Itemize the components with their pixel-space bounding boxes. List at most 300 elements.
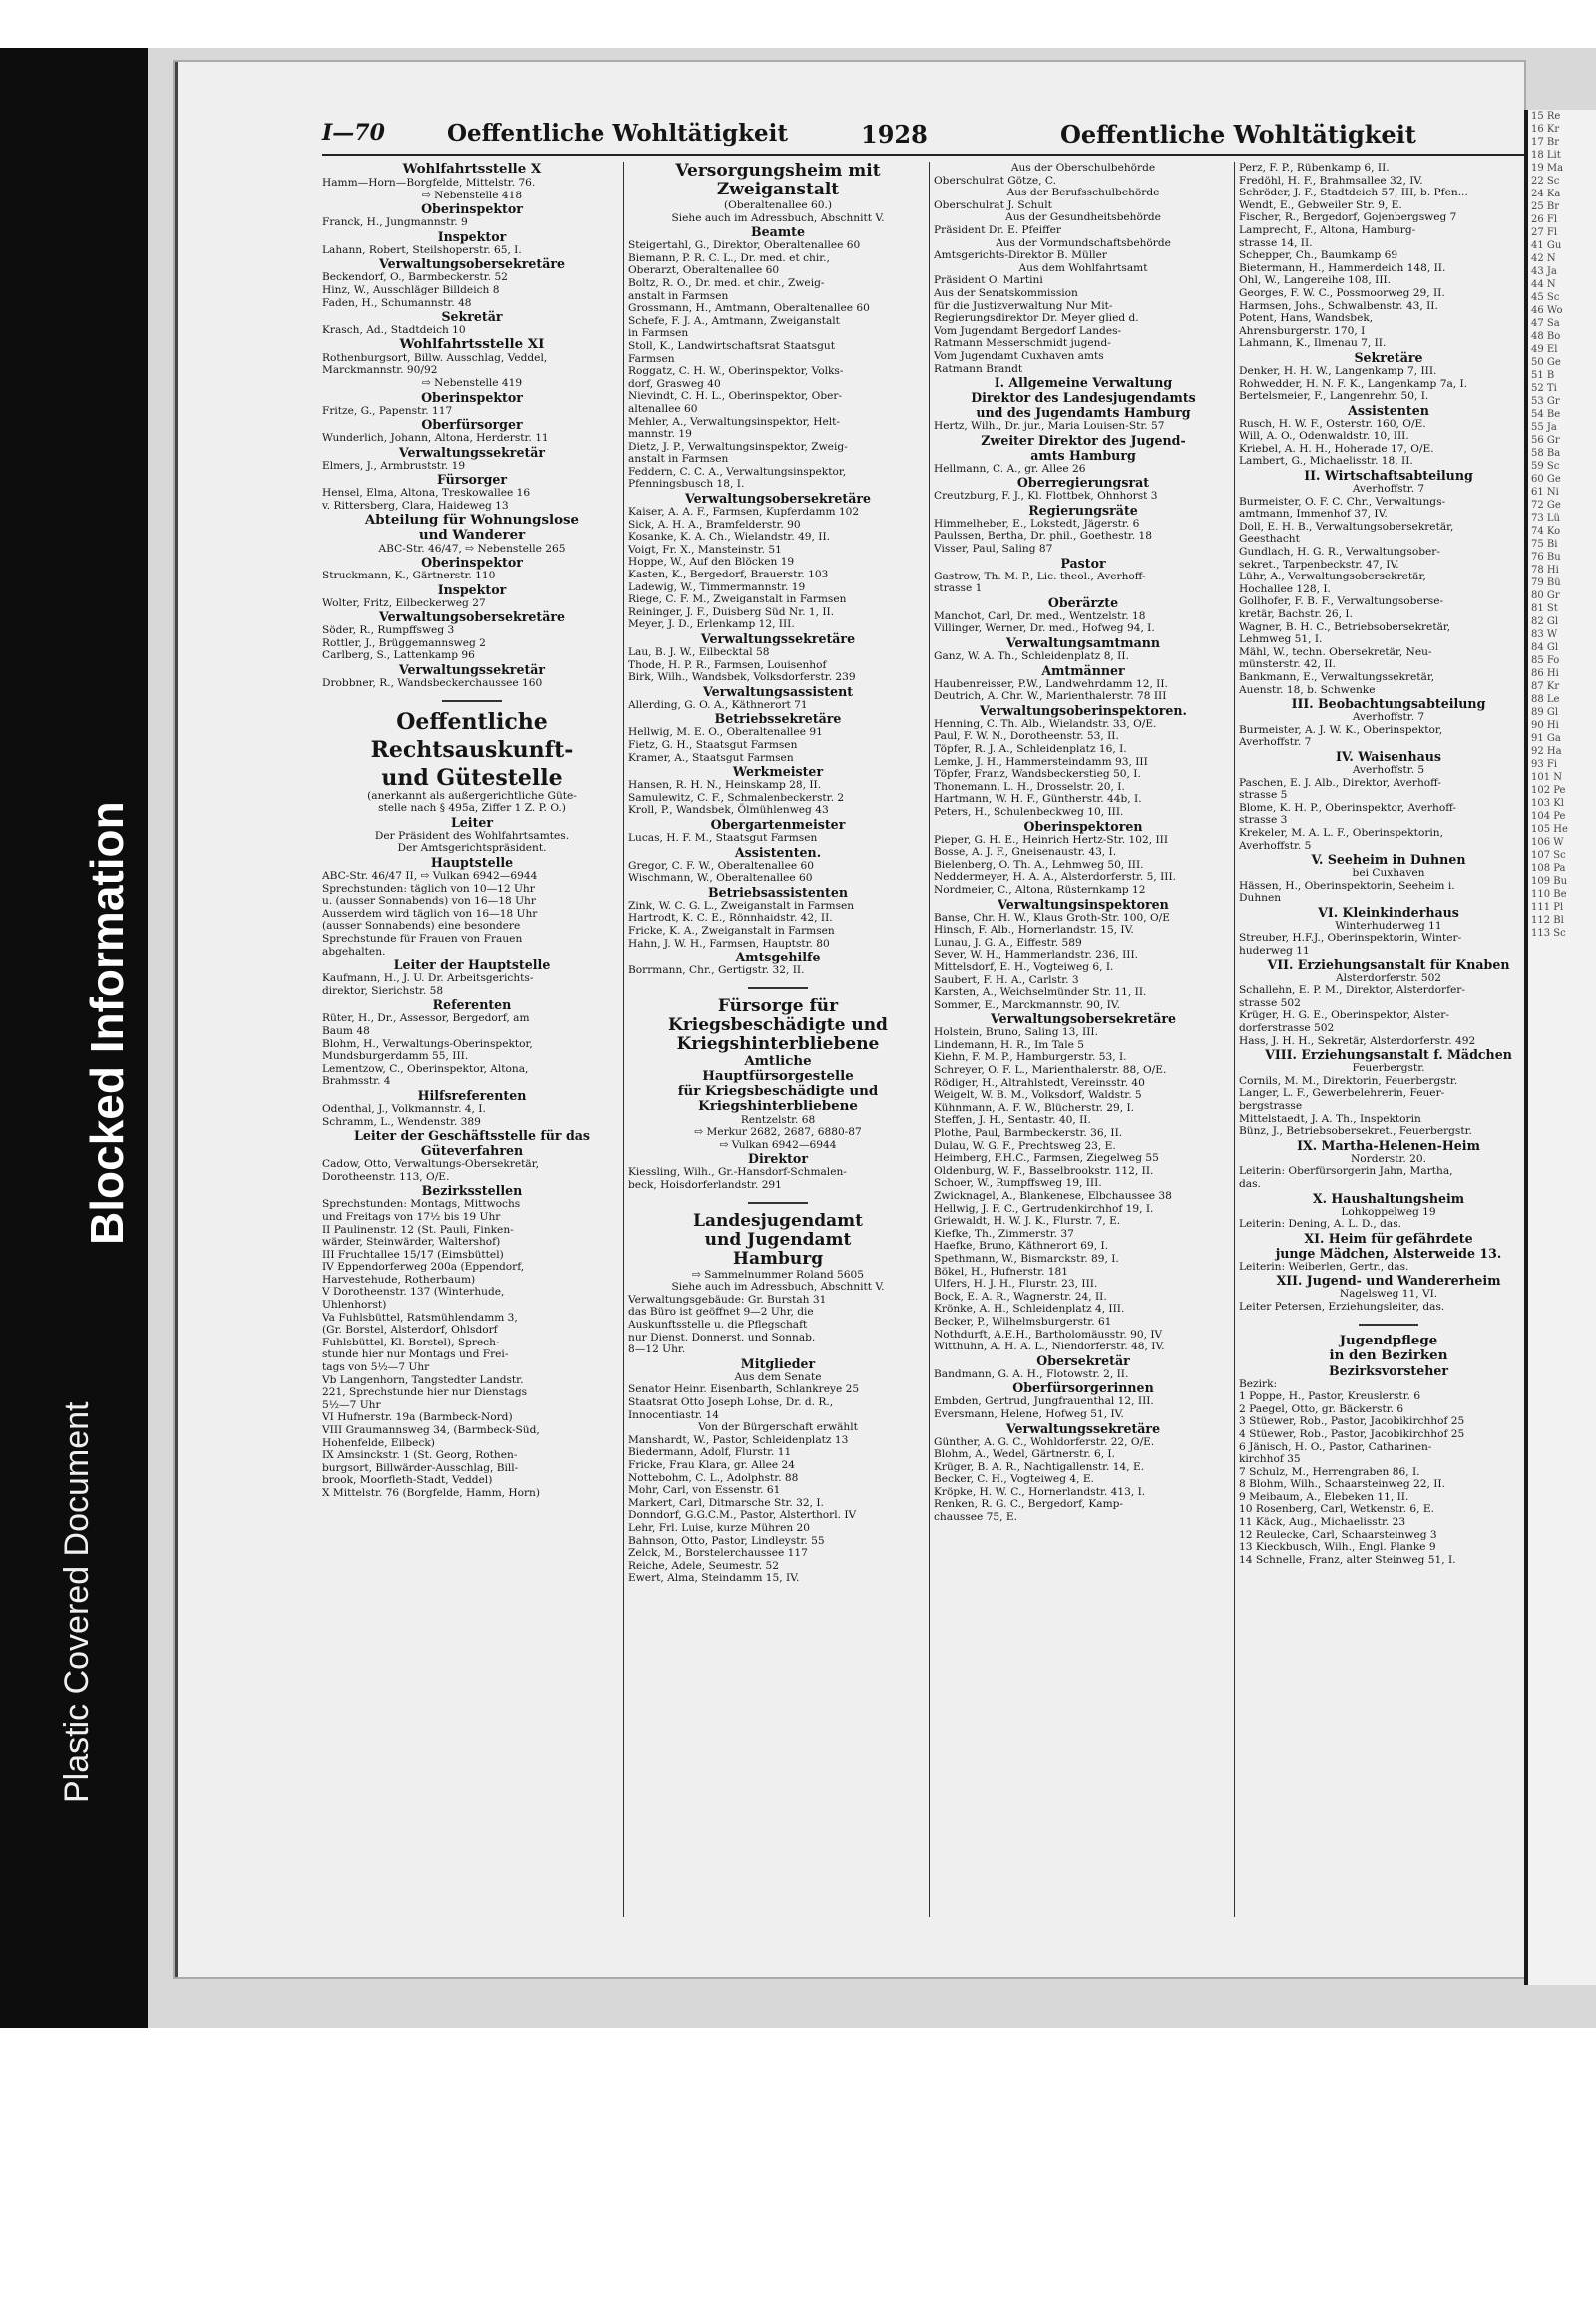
entry-line: Kiessling, Wilh., Gr.-Hansdorf-Schmalen- (628, 1166, 847, 1179)
entry-line: 9 Meibaum, A., Elebeken 11, II. (1239, 1490, 1409, 1503)
entry-line: Bielenberg, O. Th. A., Lehmweg 50, III. (934, 858, 1144, 871)
heading-line: Aus dem Wohlfahrtsamt (1018, 261, 1148, 274)
strip-line: 102 Pe (1531, 785, 1566, 796)
heading-line: und Wanderer (418, 526, 526, 543)
entry-line: 7 Schulz, M., Herrengraben 86, I. (1239, 1465, 1420, 1478)
entry-line: kirchhof 35 (1239, 1453, 1301, 1466)
document-page (175, 62, 1524, 1977)
heading-line: Winterhuderweg 11 (1335, 919, 1442, 932)
entry-line: Schepper, Ch., Baumkamp 69 (1239, 249, 1398, 262)
heading-line: Oeffentliche (396, 708, 548, 735)
entry-line: Kühnmann, A. F. W., Blücherstr. 29, I. (934, 1101, 1135, 1114)
entry-line: IV Eppendorferweg 200a (Eppendorf, (322, 1261, 525, 1274)
strip-line: 26 Fl (1531, 214, 1558, 225)
entry-line: Deutrich, A. Chr. W., Marienthalerstr. 78 III (934, 690, 1167, 703)
entry-line: VIII Graumannsweg 34, (Barmbeck-Süd, (322, 1424, 540, 1436)
heading-line: Güteverfahren (420, 1143, 524, 1159)
entry-line: Spethmann, W., Bismarckstr. 89, I. (934, 1252, 1119, 1265)
heading-line: Amtmänner (1041, 662, 1125, 678)
entry-line: Gundlach, H. G. R., Verwaltungsober- (1239, 546, 1440, 559)
heading-line: Oberfürsorgerinnen (1012, 1380, 1154, 1396)
heading-line: VIII. Erziehungsanstalt f. Mädchen (1265, 1047, 1512, 1063)
header-left-title: Oeffentliche Wohltätigkeit (447, 120, 789, 147)
entry-line: Vom Jugendamt Bergedorf Landes- (934, 324, 1122, 337)
entry-line: Kiefke, Th., Zimmerstr. 37 (934, 1227, 1074, 1240)
strip-line: 53 Gr (1531, 396, 1560, 407)
entry-line: Thonemann, L. H., Drosselstr. 20, I. (934, 780, 1125, 793)
entry-line: Kriebel, A. H. H., Hoherade 17, O/E. (1239, 442, 1434, 455)
strip-line: 79 Bü (1531, 577, 1561, 588)
entry-line: Karsten, A., Weichselmünder Str. 11, II. (934, 986, 1147, 999)
entry-line: Hellwig, J. F. C., Gertrudenkirchhof 19, I. (934, 1202, 1154, 1215)
strip-line: 111 Pl (1531, 902, 1564, 913)
strip-line: 43 Ja (1531, 266, 1557, 277)
entry-line: ABC-Str. 46/47 II, ⇨ Vulkan 6942—6944 (322, 870, 538, 883)
strip-line: 49 El (1531, 344, 1558, 355)
heading-line: Verwaltungsobersekretäre (684, 491, 872, 507)
heading-line: Kriegsbeschädigte und (668, 1014, 888, 1035)
heading-line: III. Beobachtungsabteilung (1291, 696, 1486, 712)
entry-line: Mittelstaedt, J. A. Th., Inspektorin (1239, 1112, 1421, 1125)
heading-line: Oberfürsorger (421, 417, 523, 433)
entry-line: Bökel, H., Hufnerstr. 181 (934, 1265, 1069, 1278)
strip-line: 107 Sc (1531, 850, 1566, 861)
entry-line: Mundsburgerdamm 55, III. (322, 1050, 469, 1063)
entry-line: Wischmann, W., Oberaltenallee 60 (628, 872, 813, 885)
heading-line: Hamburg (732, 1248, 824, 1269)
text-column-4 (1239, 162, 1538, 1566)
entry-line: Krönke, A. H., Schleidenplatz 4, III. (934, 1303, 1125, 1316)
entry-line: Wagner, B. H. C., Betriebsobersekretär, (1239, 620, 1451, 633)
entry-line: Schreyer, O. F. L., Marienthalerstr. 88, O/E. (934, 1064, 1167, 1077)
heading-line: Pastor (1060, 555, 1106, 571)
entry-line: Nothdurft, A.E.H., Bartholomäusstr. 90, IV (934, 1328, 1163, 1341)
entry-line: Stoll, K., Landwirtschaftsrat Staatsgut (628, 339, 835, 352)
entry-line: Hässen, H., Oberinspektorin, Seeheim i. (1239, 879, 1455, 892)
entry-line: Burmeister, A. J. W. K., Oberinspektor, (1239, 723, 1443, 736)
entry-line: Rusch, H. W. F., Osterstr. 160, O/E. (1239, 417, 1426, 430)
entry-line: IX Amsinckstr. 1 (St. Georg, Rothen- (322, 1449, 518, 1462)
entry-line: Schoer, W., Rumpffsweg 19, III. (934, 1177, 1102, 1190)
entry-line: Ladewig, W., Timmermannstr. 19 (628, 580, 806, 593)
entry-line: 13 Kieckbusch, Wilh., Engl. Planke 9 (1239, 1541, 1436, 1554)
entry-line: Ulfers, H. J. H., Flurstr. 23, III. (934, 1278, 1098, 1291)
heading-line: Beamte (751, 224, 805, 240)
entry-line: Doll, E. H. B., Verwaltungsobersekretär, (1239, 520, 1454, 533)
entry-line: Meyer, J. D., Erlenkamp 12, III. (628, 618, 795, 631)
heading-line: Norderstr. 20. (1350, 1152, 1426, 1165)
strip-line: 80 Gr (1531, 590, 1560, 601)
entry-line: Fredöhl, H. F., Brahmsallee 32, IV. (1239, 174, 1423, 187)
entry-line: Harvestehude, Rotherbaum) (322, 1273, 476, 1286)
entry-line: Hochallee 128, I. (1239, 582, 1331, 595)
heading-line: Der Präsident des Wohlfahrtsamtes. (374, 829, 570, 842)
entry-line: (ausser Sonnabends) eine besondere (322, 920, 521, 933)
entry-line: Georges, F. W. C., Possmoorweg 29, II. (1239, 286, 1445, 299)
strip-line: 110 Be (1531, 889, 1567, 900)
heading-line: Kriegshinterbliebene (698, 1097, 858, 1114)
heading-line: Amtliche (744, 1052, 812, 1069)
entry-line: Borrmann, Chr., Gertigstr. 32, II. (628, 964, 805, 977)
entry-line: Rothenburgsort, Billw. Ausschlag, Veddel, (322, 351, 548, 364)
heading-line: Oberinspektor (421, 201, 523, 217)
strip-line: 50 Ge (1531, 357, 1561, 368)
entry-line: Mähl, W., techn. Obersekretär, Neu- (1239, 645, 1432, 658)
entry-line: direktor, Sierichstr. 58 (322, 984, 444, 997)
entry-line: Odenthal, J., Volkmannstr. 4, I. (322, 1102, 486, 1115)
entry-line: amtmann, Immenhof 37, IV. (1239, 508, 1388, 521)
entry-line: Lucas, H. F. M., Staatsgut Farmsen (628, 831, 818, 844)
entry-line: für die Justizverwaltung Nur Mit- (934, 299, 1113, 312)
entry-line: Krüger, B. A. R., Nachtigallenstr. 14, E. (934, 1460, 1145, 1473)
strip-line: 75 Bi (1531, 539, 1558, 550)
entry-line: Steigertahl, G., Direktor, Oberaltenallee 60 (628, 239, 861, 252)
heading-line: Rechtsauskunft- (370, 736, 574, 763)
strip-line: 46 Wo (1531, 305, 1563, 316)
entry-line: Cornils, M. M., Direktorin, Feuerbergstr. (1239, 1074, 1458, 1087)
strip-line: 89 Gl (1531, 707, 1559, 718)
strip-line: 47 Sa (1531, 318, 1560, 329)
strip-line: 27 Fl (1531, 227, 1558, 238)
heading-line: Regierungsräte (1028, 502, 1138, 518)
entry-line: Ohl, W., Langereihe 108, III. (1239, 274, 1392, 287)
heading-line: Oberregierungsrat (1016, 475, 1150, 491)
heading-line: Bezirksvorsteher (1328, 1362, 1449, 1378)
entry-line: Hohenfelde, Eilbeck) (322, 1436, 435, 1449)
label-plastic-covered: Plastic Covered Document (58, 1401, 96, 1803)
heading-line: Mitglieder (740, 1355, 816, 1371)
entry-line: Ratmann Messerschmidt jugend- (934, 337, 1111, 350)
heading-line: junge Mädchen, Alsterweide 13. (1275, 1245, 1502, 1261)
entry-line: Zink, W. C. G. L., Zweiganstalt in Farmsen (628, 899, 855, 912)
heading-line: stelle nach § 495a, Ziffer 1 Z. P. O.) (378, 802, 566, 815)
entry-line: Franck, H., Jungmannstr. 9 (322, 216, 468, 229)
page-number: I—70 (322, 120, 385, 146)
entry-line: Zelck, M., Borstelerchaussee 117 (628, 1547, 808, 1560)
entry-line: Kramer, A., Staatsgut Farmsen (628, 751, 794, 764)
heading-line: Fürsorger (436, 472, 508, 488)
header-right-title: Oeffentliche Wohltätigkeit (1060, 120, 1416, 149)
heading-line: VII. Erziehungsanstalt für Knaben (1267, 957, 1510, 972)
entry-line: Leiter Petersen, Erziehungsleiter, das. (1239, 1300, 1445, 1313)
entry-line: Krasch, Ad., Stadtdeich 10 (322, 324, 466, 337)
heading-line: Aus der Vormundschaftsbehörde (996, 236, 1171, 249)
entry-line: Senator Heinr. Eisenbarth, Schlankreye 25 (628, 1383, 860, 1396)
strip-line: 18 Lit (1531, 150, 1561, 161)
heading-line: Oberinspektor (421, 389, 523, 405)
entry-line: beck, Hoisdorferlandstr. 291 (628, 1179, 782, 1192)
strip-line: 87 Kr (1531, 681, 1560, 692)
strip-line: 54 Be (1531, 409, 1561, 420)
heading-line: Verwaltungsamtmann (1005, 635, 1161, 651)
entry-line: altenallee 60 (628, 402, 698, 415)
entry-line: III Fruchtallee 15/17 (Eimsbüttel) (322, 1248, 504, 1261)
strip-line: 22 Sc (1531, 176, 1560, 187)
heading-line: für Kriegsbeschädigte und (677, 1082, 879, 1099)
strip-line: 101 N (1531, 772, 1563, 783)
entry-line: Lambert, G., Michaelisstr. 18, II. (1239, 455, 1413, 468)
strip-line: 24 Ka (1531, 189, 1561, 199)
section-rule (1359, 1324, 1418, 1326)
entry-line: Ahrensburgerstr. 170, I (1239, 324, 1366, 337)
entry-line: Schramm, L., Wendenstr. 389 (322, 1115, 481, 1128)
entry-line: Söder, R., Rumpffsweg 3 (322, 624, 455, 637)
heading-line: Alsterdorferstr. 502 (1335, 971, 1442, 984)
heading-line: Direktor des Landesjugendamts (971, 390, 1196, 406)
entry-line: Präsident Dr. E. Pfeiffer (934, 223, 1061, 236)
entry-line: Burmeister, O. F. C. Chr., Verwaltungs- (1239, 495, 1446, 508)
entry-line: Ewert, Alma, Steindamm 15, IV. (628, 1572, 800, 1585)
heading-line: Landesjugendamt (693, 1210, 863, 1231)
label-blocked-information: Blocked Information (81, 801, 133, 1245)
heading-line: Betriebsassistenten (708, 884, 848, 900)
entry-line: Lahmann, K., Ilmenau 7, II. (1239, 337, 1387, 350)
entry-line: Ausserdem wird täglich von 16—18 Uhr (322, 907, 538, 920)
heading-line: Oberärzte (1047, 594, 1119, 610)
strip-line: 82 Gl (1531, 616, 1559, 627)
entry-line: Sommer, E., Marckmannstr. 90, IV. (934, 998, 1120, 1011)
entry-line: Hertz, Wilh., Dr. jur., Maria Louisen-Str. 57 (934, 420, 1165, 433)
heading-line: Siehe auch im Adressbuch, Abschnitt V. (671, 1281, 885, 1294)
entry-line: Carlberg, S., Lattenkamp 96 (322, 649, 475, 662)
heading-line: Verwaltungssekretäre (700, 631, 856, 646)
entry-line: Eversmann, Helene, Hofweg 51, IV. (934, 1407, 1124, 1420)
strip-line: 105 He (1531, 824, 1568, 835)
entry-line: burgsort, Billwärder-Ausschlag, Bill- (322, 1461, 519, 1474)
strip-line: 19 Ma (1531, 163, 1564, 174)
entry-line: Bandmann, G. A. H., Flotowstr. 2, II. (934, 1367, 1129, 1380)
entry-line: Grossmann, H., Amtmann, Oberaltenallee 60 (628, 302, 870, 315)
heading-line: Verwaltungssekretär (398, 444, 546, 460)
entry-line: Dulau, W. G. F., Prechtsweg 23, E. (934, 1139, 1116, 1152)
entry-line: 5½—7 Uhr (322, 1398, 381, 1411)
entry-line: Rödiger, H., Altrahlstedt, Vereinsstr. 40 (934, 1076, 1145, 1089)
strip-line: 106 W (1531, 837, 1564, 848)
entry-line: Lindemann, H. R., Im Tale 5 (934, 1038, 1085, 1051)
entry-line: VI Hufnerstr. 19a (Barmbeck-Nord) (322, 1411, 513, 1424)
header-year: 1928 (861, 120, 928, 149)
heading-line: Lohkoppelweg 19 (1341, 1205, 1436, 1218)
heading-line: Verwaltungsinspektoren (998, 896, 1169, 912)
entry-line: stunde hier nur Montags und Frei- (322, 1348, 509, 1361)
heading-line: Oberinspektor (421, 555, 523, 571)
entry-line: Visser, Paul, Saling 87 (934, 543, 1053, 556)
strip-line: 58 Ba (1531, 448, 1561, 459)
entry-line: strasse 14, II. (1239, 236, 1313, 249)
strip-line: 74 Ko (1531, 526, 1561, 537)
entry-line: 14 Schnelle, Franz, alter Steinweg 51, I. (1239, 1553, 1456, 1566)
entry-line: Kosanke, K. A. Ch., Wielandstr. 49, II. (628, 531, 831, 544)
strip-line: 85 Fo (1531, 655, 1560, 666)
entry-line: Lau, B. J. W., Eilbecktal 58 (628, 646, 770, 658)
entry-line: Schefe, F. J. A., Amtmann, Zweiganstalt (628, 314, 840, 327)
entry-line: tags von 5½—7 Uhr (322, 1361, 430, 1374)
entry-line: Aus der Senatskommission (934, 286, 1078, 299)
column-divider (929, 162, 930, 1917)
entry-line: Witthuhn, A. H. A. L., Niendorferstr. 48, IV. (934, 1341, 1165, 1353)
entry-line: Blome, K. H. P., Oberinspektor, Averhoff- (1239, 801, 1456, 814)
entry-line: Hansen, R. H. N., Heinskamp 28, II. (628, 779, 822, 792)
entry-line: Villinger, Werner, Dr. med., Hofweg 94, I. (934, 622, 1155, 635)
entry-line: Reininger, J. F., Duisberg Süd Nr. 1, II. (628, 605, 835, 618)
heading-line: Aus der Oberschulbehörde (1010, 162, 1156, 174)
entry-line: Birk, Wilh., Wandsbek, Volksdorferstr. 239 (628, 671, 856, 684)
entry-line: Sprechstunde für Frauen von Frauen (322, 933, 523, 945)
entry-line: Fietz, G. H., Staatsgut Farmsen (628, 738, 798, 751)
heading-line: ABC-Str. 46/47, ⇨ Nebenstelle 265 (378, 542, 566, 555)
strip-line: 45 Sc (1531, 292, 1560, 303)
entry-line: Rüter, H., Dr., Assessor, Bergedorf, am (322, 1012, 530, 1025)
section-rule (748, 1202, 808, 1204)
entry-line: Bankmann, E., Verwaltungssekretär, (1239, 670, 1435, 683)
heading-line: Inspektor (437, 581, 507, 597)
entry-line: Vom Jugendamt Cuxhaven amts (934, 349, 1104, 362)
entry-line: Lementzow, C., Oberinspektor, Altona, (322, 1062, 529, 1075)
entry-line: Kroll, P., Wandsbek, Ölmühlenweg 43 (628, 804, 829, 817)
entry-line: 3 Stüewer, Rob., Pastor, Jacobikirchhof 25 (1239, 1415, 1465, 1428)
heading-line: Verwaltungsassistent (702, 683, 854, 699)
entry-line: Renken, R. G. C., Bergedorf, Kamp- (934, 1498, 1123, 1511)
strip-line: 56 Gr (1531, 435, 1560, 446)
entry-line: Hinsch, F. Alb., Hornerlandstr. 15, IV. (934, 924, 1134, 937)
entry-line: Perz, F. P., Rübenkamp 6, II. (1239, 162, 1390, 174)
entry-line: Peters, H., Schulenbeckweg 10, III. (934, 805, 1124, 818)
heading-line: Aus dem Senate (734, 1370, 822, 1383)
heading-line: Verwaltungsobersekretäre (990, 1011, 1177, 1027)
entry-line: Krüger, H. G. E., Oberinspektor, Alster- (1239, 1009, 1449, 1022)
strip-line: 108 Pa (1531, 863, 1566, 874)
heading-line: Jugendpflege (1339, 1332, 1438, 1348)
entry-line: Günther, A. G. C., Wohldorferstr. 22, O/E. (934, 1435, 1155, 1448)
entry-line: Manshardt, W., Pastor, Schleidenplatz 13 (628, 1433, 849, 1446)
heading-line: II. Wirtschaftsabteilung (1304, 468, 1473, 484)
heading-line: Werkmeister (732, 764, 824, 780)
strip-line: 51 B (1531, 370, 1555, 381)
entry-line: Hamm—Horn—Borgfelde, Mittelstr. 76. (322, 177, 536, 189)
entry-line: Elmers, J., Armbruststr. 19 (322, 459, 466, 472)
entry-line: Hartmann, W. H. F., Güntherstr. 44b, I. (934, 793, 1142, 806)
entry-line: Duhnen (1239, 892, 1282, 905)
entry-line: Va Fuhlsbüttel, Ratsmühlendamm 3, (322, 1311, 518, 1324)
entry-line: Manchot, Carl, Dr. med., Wentzelstr. 18 (934, 609, 1146, 622)
entry-line: Markert, Carl, Ditmarsche Str. 32, I. (628, 1496, 824, 1509)
entry-line: Feddern, C. C. A., Verwaltungsinspektor, (628, 465, 847, 478)
strip-line: 83 W (1531, 629, 1558, 640)
strip-line: 84 Gl (1531, 642, 1559, 653)
entry-line: Krekeler, M. A. L. F., Oberinspektorin, (1239, 826, 1443, 839)
entry-line: Verwaltungsgebäude: Gr. Burstah 31 (628, 1293, 827, 1306)
entry-line: 11 Käck, Aug., Michaelisstr. 23 (1239, 1516, 1406, 1529)
entry-line: Samulewitz, C. F., Schmalenbeckerstr. 2 (628, 791, 845, 804)
entry-line: Allerding, G. O. A., Käthnerort 71 (628, 698, 808, 711)
entry-line: Blohm, A., Wedel, Gärtnerstr. 6, I. (934, 1448, 1115, 1461)
entry-line: Nottebohm, C. L., Adolphstr. 88 (628, 1471, 799, 1484)
entry-line: Farmsen (628, 352, 675, 365)
entry-line: das Büro ist geöffnet 9—2 Uhr, die (628, 1306, 814, 1319)
entry-line: strasse 1 (934, 582, 983, 595)
entry-line: Baum 48 (322, 1024, 370, 1037)
entry-line: Reiche, Adele, Seumestr. 52 (628, 1559, 779, 1572)
entry-line: Holstein, Bruno, Saling 13, III. (934, 1026, 1098, 1039)
entry-line: Mittelsdorf, E. H., Vogteiweg 6, I. (934, 960, 1114, 973)
entry-line: Töpfer, R. J. A., Schleidenplatz 16, I. (934, 743, 1127, 755)
heading-line: Assistenten (1348, 402, 1429, 418)
entry-line: Lunau, J. G. A., Eiffestr. 589 (934, 936, 1082, 949)
entry-line: Fritze, G., Papenstr. 117 (322, 404, 453, 417)
entry-line: Lehr, Frl. Luise, kurze Mühren 20 (628, 1521, 811, 1534)
strip-line: 16 Kr (1531, 124, 1560, 135)
entry-line: Steffen, J. H., Sentastr. 40, II. (934, 1114, 1091, 1127)
entry-line: Sprechstunden: täglich von 10—12 Uhr (322, 882, 535, 895)
heading-line: ⇨ Vulkan 6942—6944 (719, 1138, 837, 1151)
heading-line: Inspektor (437, 228, 507, 244)
heading-line: Von der Bürgerschaft erwählt (698, 1421, 858, 1434)
strip-line: 92 Ha (1531, 746, 1562, 757)
entry-line: Lehmweg 51, I. (1239, 633, 1323, 646)
entry-line: Haubenreisser, P.W., Landwehrdamm 12, II. (934, 677, 1168, 690)
entry-line: 221, Sprechstunde hier nur Dienstags (322, 1386, 528, 1399)
strip-line: 78 Hi (1531, 565, 1559, 576)
entry-line: bergstrasse (1239, 1100, 1303, 1112)
heading-line: Averhoffstr. 5 (1352, 763, 1425, 776)
entry-line: Fischer, R., Bergedorf, Gojenbergsweg 7 (1239, 211, 1457, 224)
entry-line: nur Dienst. Donnerst. und Sonnab. (628, 1331, 816, 1343)
text-column-2 (628, 162, 928, 1585)
entry-line: Thode, H. P. R., Farmsen, Louisenhof (628, 658, 827, 671)
adjacent-page-strip (1524, 110, 1596, 1985)
strip-line: 91 Ga (1531, 733, 1561, 744)
text-column-1 (322, 162, 621, 1500)
entry-line: (Gr. Borstel, Alsterdorf, Ohlsdorf (322, 1324, 498, 1337)
entry-line: Auenstr. 18, b. Schwenke (1239, 683, 1376, 696)
entry-line: kretär, Bachstr. 26, I. (1239, 608, 1353, 620)
strip-line: 44 N (1531, 279, 1556, 290)
heading-line: Siehe auch im Adressbuch, Abschnitt V. (671, 211, 885, 224)
strip-line: 103 Kl (1531, 798, 1564, 809)
heading-line: Obersekretär (1036, 1352, 1130, 1368)
entry-line: 1 Poppe, H., Pastor, Kreuslerstr. 6 (1239, 1390, 1421, 1403)
heading-line: Leiter der Geschäftsstelle für das (353, 1128, 591, 1144)
heading-line: Rentzelstr. 68 (740, 1113, 816, 1126)
heading-line: Verwaltungsobersekretäre (378, 609, 566, 625)
entry-line: mannstr. 19 (628, 428, 692, 441)
entry-line: Lahann, Robert, Steilshoperstr. 65, I. (322, 243, 522, 256)
heading-line: Amtsgehilfe (735, 950, 821, 965)
strip-line: 86 Hi (1531, 668, 1559, 679)
entry-line: Voigt, Fr. X., Mansteinstr. 51 (628, 543, 782, 556)
entry-line: chaussee 75, E. (934, 1511, 1017, 1524)
entry-line: Becker, P., Wilhelmsburgerstr. 61 (934, 1315, 1112, 1328)
entry-line: das. (1239, 1177, 1261, 1190)
entry-line: Pfenningsbusch 18, I. (628, 478, 745, 491)
entry-line: Paschen, E. J. Alb., Direktor, Averhoff- (1239, 776, 1441, 789)
entry-line: und Freitags von 17½ bis 19 Uhr (322, 1210, 501, 1223)
entry-line: Creutzburg, F. J., Kl. Flottbek, Ohnhorst 3 (934, 490, 1158, 503)
entry-line: Sick, A. H. A., Bramfelderstr. 90 (628, 518, 801, 531)
entry-line: Hinz, W., Ausschläger Billdeich 8 (322, 283, 500, 296)
entry-line: brook, Moorfleth-Stadt, Veddel) (322, 1474, 493, 1487)
entry-line: Neddermeyer, H. A. A., Alsterdorferstr. 5, III. (934, 871, 1177, 884)
entry-line: Wunderlich, Johann, Altona, Herderstr. 11 (322, 432, 549, 445)
heading-line: ⇨ Sammelnummer Roland 5605 (692, 1268, 864, 1281)
heading-line: Verwaltungssekretäre (1005, 1420, 1161, 1436)
heading-line: in den Bezirken (1329, 1346, 1448, 1363)
entry-line: Kasten, K., Bergedorf, Brauerstr. 103 (628, 569, 829, 581)
heading-line: XII. Jugend- und Wandererheim (1276, 1273, 1501, 1289)
entry-line: anstalt in Farmsen (628, 453, 729, 466)
entry-line: sekret., Tarpenbeckstr. 47, IV. (1239, 558, 1399, 571)
entry-line: 6 Jänisch, H. O., Pastor, Catharinen- (1239, 1440, 1432, 1453)
